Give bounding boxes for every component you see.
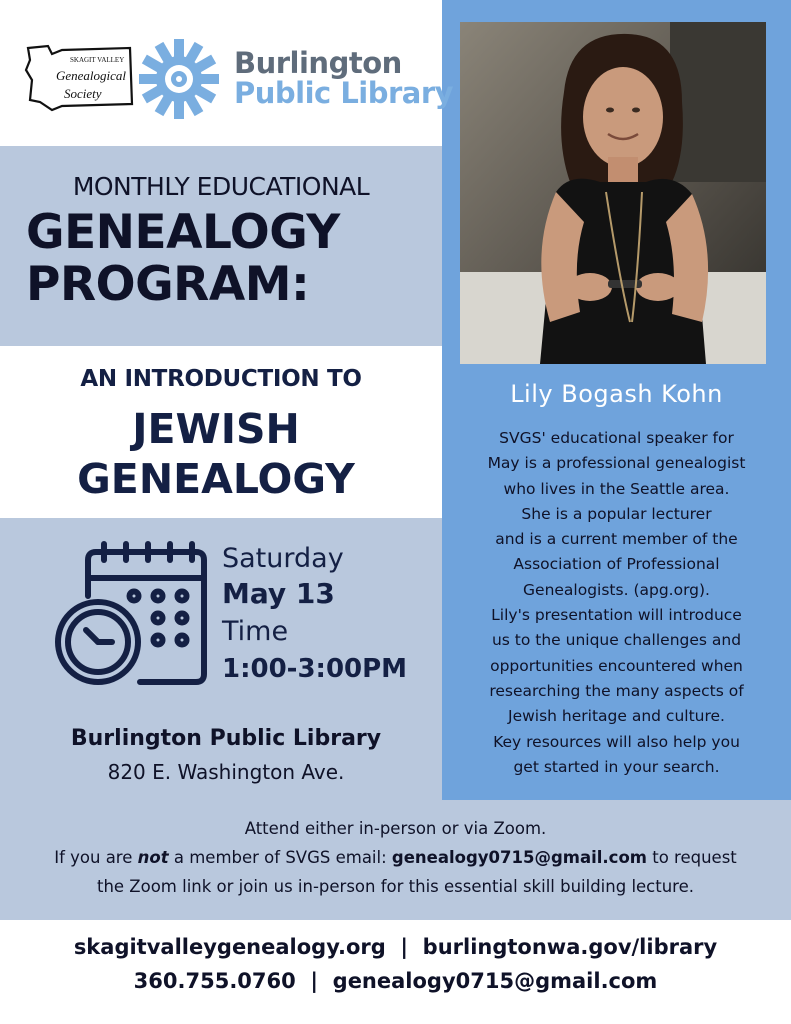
attend-line2-mid: a member of SVGS email:: [168, 848, 392, 867]
calendar-clock-icon: [48, 538, 210, 694]
program-title: [26, 207, 340, 311]
library-gear-icon: [138, 38, 220, 120]
bio-line: and is a current member of the: [495, 530, 738, 549]
bio-line: get started in your search.: [513, 757, 720, 776]
svgs-logo: [22, 40, 134, 112]
attend-line3: the Zoom link or join us in-person for this essential skill building lecture.: [96, 877, 694, 896]
bio-line: She is a popular lecturer: [521, 504, 712, 523]
footer-phone-email[interactable]: 360.755.0760 | genealogy0715@gmail.com: [133, 969, 658, 993]
speaker-name: Lily Bogash Kohn: [510, 380, 723, 408]
program-subtitle: MONTHLY EDUCATIONAL: [72, 172, 370, 201]
event-time-label: Time: [222, 616, 289, 647]
contact-email-link[interactable]: genealogy0715@gmail.com: [391, 848, 647, 867]
attend-line2-post: to request: [647, 848, 737, 867]
event-time-value: 1:00-3:00PM: [222, 654, 408, 684]
event-day: Saturday: [222, 543, 344, 574]
venue-address: 820 E. Washington Ave.: [107, 760, 345, 784]
program-title-line1: GENEALOGY: [26, 205, 340, 260]
bio-line: Association of Professional: [513, 555, 720, 574]
bio-line: Key resources will also help you: [493, 732, 740, 751]
event-date: May 13: [222, 577, 335, 610]
bio-line: Jewish heritage and culture.: [508, 707, 725, 726]
topic-intro: AN INTRODUCTION TO: [80, 366, 362, 392]
topic-title-line2: GENEALOGY: [77, 455, 355, 503]
topic-title: [0, 404, 432, 504]
bio-line: researching the many aspects of: [489, 681, 744, 700]
bio-line: who lives in the Seattle area.: [503, 479, 730, 498]
library-name-line1: Burlington: [234, 46, 402, 80]
bio-line: us to the unique challenges and: [491, 631, 742, 650]
attend-line2: [0, 843, 791, 872]
topic-title-line1: JEWISH: [132, 405, 300, 453]
venue-name: Burlington Public Library: [70, 726, 382, 751]
svg-text:SKAGIT VALLEY: SKAGIT VALLEY: [70, 56, 125, 64]
library-logo-text: [234, 48, 453, 108]
svg-text:Genealogical: Genealogical: [56, 68, 127, 83]
attend-line2-pre: If you are: [54, 848, 138, 867]
footer-contacts: [0, 930, 791, 998]
bio-line: Genealogists. (apg.org).: [523, 580, 710, 599]
bio-line: Lily's presentation will introduce: [491, 606, 742, 625]
library-name-line2: Public Library: [234, 76, 454, 110]
attend-info: [0, 814, 791, 901]
bio-line: May is a professional genealogist: [487, 454, 746, 473]
attend-not-emphasis: not: [137, 848, 169, 867]
bio-line: opportunities encountered when: [490, 656, 743, 675]
footer-websites[interactable]: skagitvalleygenealogy.org | burlingtonwa.gov/library: [73, 935, 718, 959]
program-title-line2: PROGRAM:: [26, 257, 310, 312]
event-datetime: [222, 542, 407, 688]
bio-line: SVGS' educational speaker for: [499, 429, 734, 447]
svg-text:Society: Society: [64, 86, 102, 101]
speaker-bio: [452, 426, 781, 780]
speaker-photo: [460, 22, 766, 364]
attend-line1: Attend either in-person or via Zoom.: [244, 819, 547, 838]
